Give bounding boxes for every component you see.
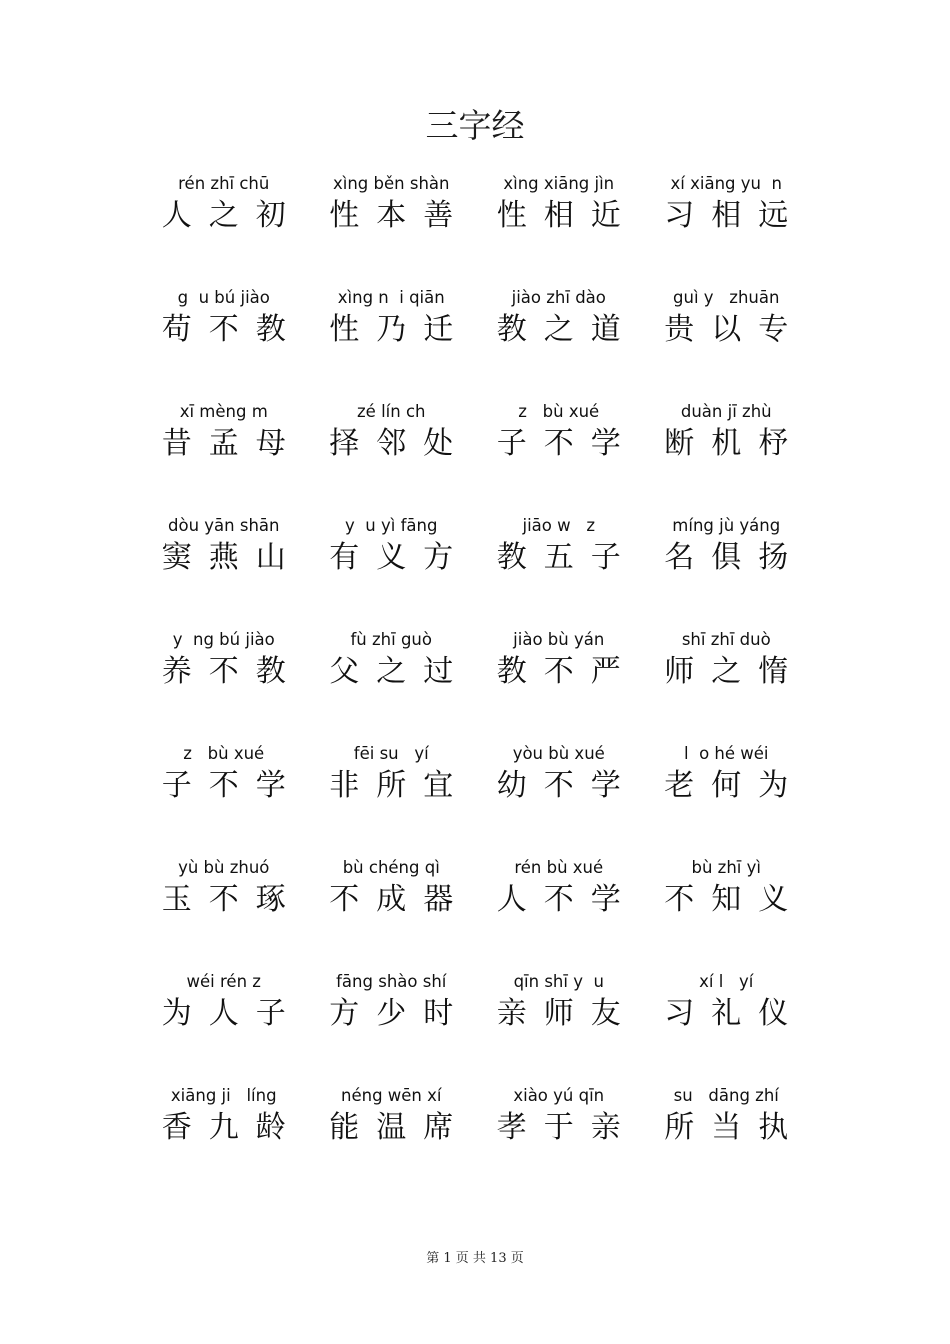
hanzi-text: 子不学 <box>496 426 638 461</box>
pinyin-text: y ng bú jiào <box>172 630 275 649</box>
hanzi-text: 性相近 <box>496 198 638 233</box>
pinyin-text: néng wēn xí <box>341 1086 442 1105</box>
hanzi-text: 教五子 <box>496 540 638 575</box>
hanzi-text: 人不学 <box>496 882 638 917</box>
hanzi-text: 香九龄 <box>161 1110 303 1145</box>
hanzi-text: 断机杼 <box>664 426 806 461</box>
hanzi-text: 贵以专 <box>664 312 806 347</box>
hanzi-text: 择邻处 <box>329 426 471 461</box>
pinyin-text: xìng běn shàn <box>333 174 450 193</box>
pinyin-text: yòu bù xué <box>512 744 605 763</box>
hanzi-text: 非所宜 <box>329 768 471 803</box>
verse-phrase <box>475 742 643 856</box>
verse-phrase <box>475 856 643 970</box>
pinyin-text: xī mèng m <box>179 402 268 421</box>
hanzi-text: 性乃迁 <box>329 312 471 347</box>
hanzi-text: 苟不教 <box>161 312 303 347</box>
pinyin-text: fāng shào shí <box>336 972 447 991</box>
verse-phrase <box>308 172 476 286</box>
hanzi-text: 窦燕山 <box>161 540 303 575</box>
hanzi-text: 性本善 <box>329 198 471 233</box>
verse-phrase <box>308 742 476 856</box>
pinyin-text: rén zhī chū <box>178 174 270 193</box>
hanzi-text: 教之道 <box>496 312 638 347</box>
hanzi-text: 所当执 <box>664 1110 806 1145</box>
verse-phrase <box>308 856 476 970</box>
hanzi-text: 玉不琢 <box>161 882 303 917</box>
hanzi-text: 父之过 <box>329 654 471 689</box>
hanzi-text: 名俱扬 <box>664 540 806 575</box>
verse-phrase <box>475 514 643 628</box>
pinyin-text: guì y zhuān <box>673 288 780 307</box>
verse-phrase <box>140 1084 308 1198</box>
hanzi-text: 老何为 <box>664 768 806 803</box>
verse-phrase <box>643 286 811 400</box>
verse-phrase <box>475 400 643 514</box>
hanzi-text: 亲师友 <box>496 996 638 1031</box>
verse-phrase <box>643 1084 811 1198</box>
verse-phrase <box>643 742 811 856</box>
verse-phrase <box>475 628 643 742</box>
verse-phrase <box>140 742 308 856</box>
pinyin-text: bù chéng qì <box>342 858 440 877</box>
verse-phrase <box>308 970 476 1084</box>
verse-phrase <box>643 856 811 970</box>
pinyin-text: jiào zhī dào <box>511 288 606 307</box>
pinyin-text: wéi rén z <box>186 972 261 991</box>
verse-phrase <box>140 628 308 742</box>
hanzi-text: 人之初 <box>161 198 303 233</box>
pinyin-text: qīn shī y u <box>513 972 604 991</box>
hanzi-text: 幼不学 <box>496 768 638 803</box>
hanzi-text: 昔孟母 <box>161 426 303 461</box>
pinyin-text: dòu yān shān <box>168 516 280 535</box>
verse-phrase <box>308 514 476 628</box>
verse-phrase <box>308 628 476 742</box>
hanzi-text: 能温席 <box>329 1110 471 1145</box>
hanzi-text: 有义方 <box>329 540 471 575</box>
pinyin-text: z bù xué <box>183 744 265 763</box>
verse-phrase <box>140 286 308 400</box>
verse-phrase <box>475 1084 643 1198</box>
hanzi-text: 习相远 <box>664 198 806 233</box>
pinyin-text: shī zhī duò <box>681 630 771 649</box>
verse-phrase <box>475 172 643 286</box>
verse-phrase <box>140 970 308 1084</box>
pinyin-text: xiào yú qīn <box>513 1086 605 1105</box>
pinyin-text: y u yì fāng <box>345 516 438 535</box>
pinyin-text: duàn jī zhù <box>680 402 772 421</box>
hanzi-text: 方少时 <box>329 996 471 1031</box>
pinyin-text: rén bù xué <box>514 858 604 877</box>
hanzi-text: 孝于亲 <box>496 1110 638 1145</box>
pinyin-text: zé lín ch <box>357 402 426 421</box>
verse-phrase <box>643 514 811 628</box>
pinyin-text: jiào bù yán <box>513 630 605 649</box>
verse-phrase <box>643 628 811 742</box>
hanzi-text: 习礼仪 <box>664 996 806 1031</box>
pinyin-text: z bù xué <box>518 402 600 421</box>
hanzi-text: 不知义 <box>664 882 806 917</box>
pinyin-text: xí l yí <box>699 972 754 991</box>
verse-grid <box>140 172 810 1198</box>
hanzi-text: 子不学 <box>161 768 303 803</box>
verse-phrase <box>308 1084 476 1198</box>
hanzi-text: 师之惰 <box>664 654 806 689</box>
hanzi-text: 教不严 <box>496 654 638 689</box>
pinyin-text: yù bù zhuó <box>178 858 270 877</box>
verse-phrase <box>140 172 308 286</box>
verse-phrase <box>475 970 643 1084</box>
page-title: 三字经 <box>425 106 525 145</box>
pinyin-text: míng jù yáng <box>672 516 781 535</box>
verse-phrase <box>643 970 811 1084</box>
pinyin-text: xiāng ji líng <box>170 1086 277 1105</box>
hanzi-text: 养不教 <box>161 654 303 689</box>
page-footer: 第 1 页 共 13 页 <box>426 1251 524 1266</box>
verse-phrase <box>643 400 811 514</box>
verse-phrase <box>643 172 811 286</box>
pinyin-text: jiāo w z <box>522 516 595 535</box>
verse-phrase <box>308 400 476 514</box>
pinyin-text: g u bú jiào <box>177 288 270 307</box>
hanzi-text: 不成器 <box>329 882 471 917</box>
verse-phrase <box>140 856 308 970</box>
verse-phrase <box>475 286 643 400</box>
pinyin-text: l o hé wéi <box>684 744 769 763</box>
verse-phrase <box>140 400 308 514</box>
pinyin-text: xìng n i qiān <box>337 288 445 307</box>
pinyin-text: bù zhī yì <box>691 858 761 877</box>
pinyin-text: fù zhī guò <box>350 630 432 649</box>
pinyin-text: xí xiāng yu n <box>670 174 782 193</box>
hanzi-text: 为人子 <box>161 996 303 1031</box>
pinyin-text: xìng xiāng jìn <box>503 174 615 193</box>
pinyin-text: fēi su yí <box>353 744 429 763</box>
pinyin-text: su dāng zhí <box>673 1086 779 1105</box>
verse-phrase <box>308 286 476 400</box>
verse-phrase <box>140 514 308 628</box>
